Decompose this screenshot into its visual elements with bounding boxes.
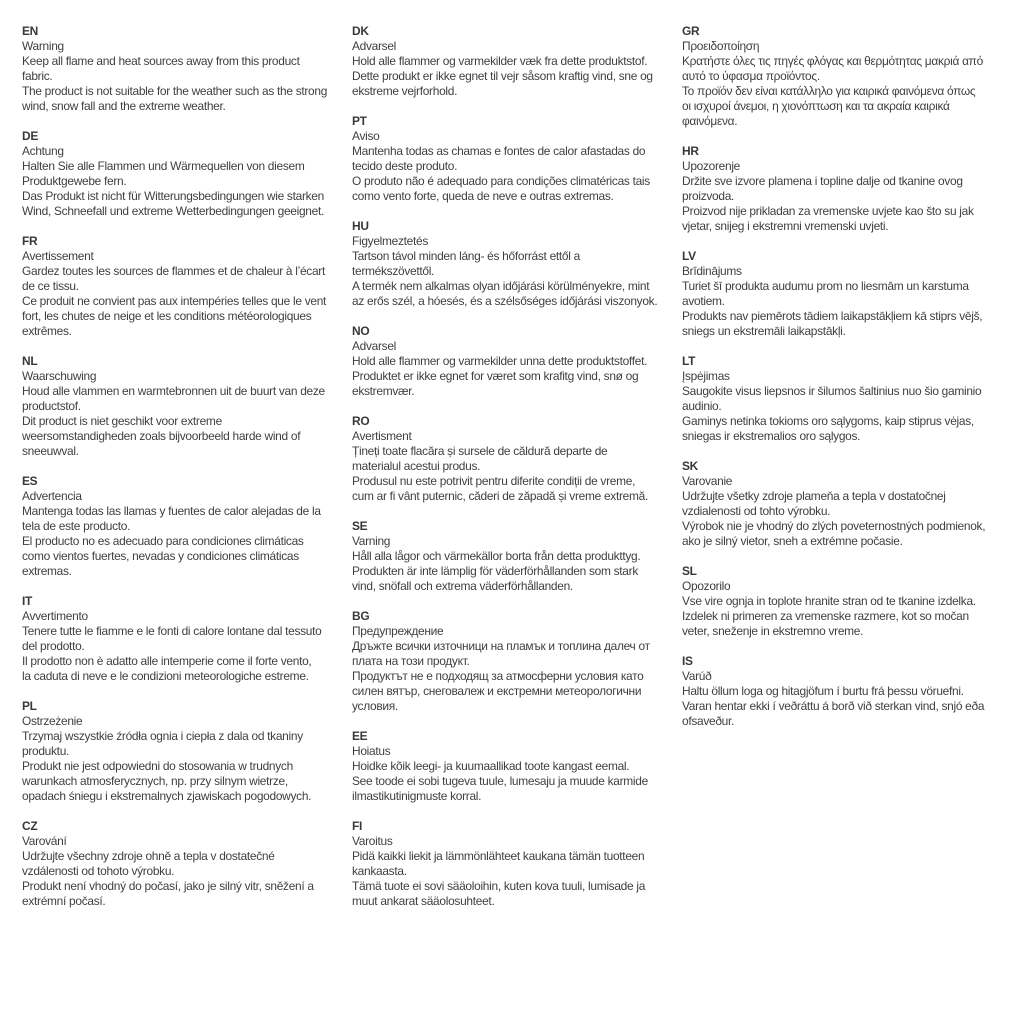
warning-text-line: vzdálenosti od tohoto výrobku. bbox=[22, 864, 175, 878]
warning-text-line: Turiet šī produkta audumu prom no liesmām un karstuma bbox=[682, 279, 969, 293]
warning-text-line: avotiem. bbox=[682, 294, 725, 308]
warning-title: Warning bbox=[22, 39, 64, 53]
warning-text-line: Produsul nu este potrivit pentru diferite condiții de vreme, bbox=[352, 474, 636, 488]
warning-text-line: como vento forte, queda de neve e outras extremas. bbox=[352, 189, 614, 203]
warning-text-line: Produkten är inte lämplig för väderförhållanden som stark bbox=[352, 564, 638, 578]
warning-text-line: Haltu öllum loga og hitagjöfum í burtu frá þessu vöruefni. bbox=[682, 684, 964, 698]
language-block-se bbox=[352, 519, 682, 594]
warning-text-line: Dit product is niet geschikt voor extreme bbox=[22, 414, 222, 428]
warning-text-line: az erős szél, a hóesés, és a szélsőséges időjárási viszonyok. bbox=[352, 294, 658, 308]
warning-title: Aviso bbox=[352, 129, 380, 143]
warning-text-line: como vientos fuertes, nevadas y condiciones climáticas bbox=[22, 549, 299, 563]
warning-text-line: Țineți toate flacăra și sursele de căldură departe de bbox=[352, 444, 608, 458]
warning-text-line: Saugokite visus liepsnos ir šilumos šaltinius nuo šio gaminio bbox=[682, 384, 982, 398]
warning-text-line: O produto não é adequado para condições climatéricas tais bbox=[352, 174, 650, 188]
warning-text-line: ilmastikutinigmuste korral. bbox=[352, 789, 482, 803]
warning-text-line: Il prodotto non è adatto alle intemperie come il forte vento, bbox=[22, 654, 312, 668]
warning-text-line: Produkt nie jest odpowiedni do stosowania w trudnych bbox=[22, 759, 293, 773]
warning-text-line: Hoidke kõik leegi- ja kuumaallikad toote kangast eemal. bbox=[352, 759, 630, 773]
warning-text-line: οι ισχυροί άνεμοι, η χιονόπτωση και τα ακραία καιρικά bbox=[682, 99, 950, 113]
warning-text-line: extrémní počasí. bbox=[22, 894, 106, 908]
language-code: NL bbox=[22, 354, 38, 368]
warning-text-line: Houd alle vlammen en warmtebronnen uit de buurt van deze bbox=[22, 384, 325, 398]
language-code: HU bbox=[352, 219, 369, 233]
warning-text-line: El producto no es adecuado para condiciones climáticas bbox=[22, 534, 304, 548]
warning-text-line: Pidä kaikki liekit ja lämmönlähteet kaukana tämän tuotteen bbox=[352, 849, 645, 863]
warning-text-line: produktu. bbox=[22, 744, 70, 758]
warning-text-line: Trzymaj wszystkie źródła ognia i ciepła z dala od tkaniny bbox=[22, 729, 303, 743]
warning-text-line: Držite sve izvore plamena i topline dalje od tkanine ovog bbox=[682, 174, 963, 188]
warning-text-line: Дръжте всички източници на пламък и топлина далеч от bbox=[352, 639, 650, 653]
warning-title: Waarschuwing bbox=[22, 369, 97, 383]
warning-text-line: Продуктът не е подходящ за атмосферни условия като bbox=[352, 669, 644, 683]
warning-text-line: Produktet er ikke egnet for været som krafitg vind, snø og bbox=[352, 369, 639, 383]
warning-title: Προειδοποίηση bbox=[682, 39, 760, 53]
language-block-fi bbox=[352, 819, 682, 909]
language-code: ES bbox=[22, 474, 38, 488]
warning-text-line: sniegas ir ekstremalios oro sąlygos. bbox=[682, 429, 861, 443]
warning-column-2 bbox=[352, 24, 682, 1024]
warning-text-line: Tämä tuote ei sovi sääoloihin, kuten kova tuuli, lumisade ja bbox=[352, 879, 646, 893]
warning-text-line: productstof. bbox=[22, 399, 81, 413]
warning-title: Įspėjimas bbox=[682, 369, 730, 383]
warning-text-line: materialul acestui produs. bbox=[352, 459, 481, 473]
language-code: PT bbox=[352, 114, 367, 128]
warning-text-line: Výrobok nie je vhodný do zlých poveternostných podmienok, bbox=[682, 519, 986, 533]
language-block-sl bbox=[682, 564, 1012, 639]
warning-text-line: extremas. bbox=[22, 564, 72, 578]
language-code: DE bbox=[22, 129, 38, 143]
warning-text-line: Tartson távol minden láng- és hőforrást ettől a bbox=[352, 249, 580, 263]
warning-title: Varoitus bbox=[352, 834, 393, 848]
language-code: SE bbox=[352, 519, 368, 533]
warning-column-1 bbox=[22, 24, 352, 1024]
language-block-lt bbox=[682, 354, 1012, 444]
warning-title: Advarsel bbox=[352, 339, 397, 353]
warning-text-line: sneeuwval. bbox=[22, 444, 79, 458]
language-code: FI bbox=[352, 819, 363, 833]
warning-text-line: Izdelek ni primeren za vremenske razmere, kot so močan bbox=[682, 609, 969, 623]
warning-text-line: Varan hentar ekki í veðráttu á borð við sterkan vind, snjó eða bbox=[682, 699, 985, 713]
language-code: RO bbox=[352, 414, 370, 428]
warning-text-line: ofsaveður. bbox=[682, 714, 735, 728]
warning-text-line: Gardez toutes les sources de flammes et de chaleur à l’écart bbox=[22, 264, 325, 278]
language-code: HR bbox=[682, 144, 699, 158]
warning-text-line: wind, snow fall and the extreme weather. bbox=[22, 99, 226, 113]
warning-text-line: cum ar fi vânt puternic, căderi de zăpadă și vreme extremă. bbox=[352, 489, 648, 503]
language-code: PL bbox=[22, 699, 37, 713]
warning-text-line: fabric. bbox=[22, 69, 53, 83]
warning-text-line: Proizvod nije prikladan za vremenske uvjete kao što su jak bbox=[682, 204, 974, 218]
warning-text-line: del prodotto. bbox=[22, 639, 85, 653]
language-code: IS bbox=[682, 654, 693, 668]
warning-text-line: ako je silný vietor, sneh a extrémne počasie. bbox=[682, 534, 903, 548]
language-block-fr bbox=[22, 234, 352, 339]
warning-title: Avertisment bbox=[352, 429, 412, 443]
language-block-lv bbox=[682, 249, 1012, 339]
language-block-pt bbox=[352, 114, 682, 204]
warning-title: Varúð bbox=[682, 669, 712, 683]
language-code: CZ bbox=[22, 819, 38, 833]
language-code: IT bbox=[22, 594, 33, 608]
warning-title: Hoiatus bbox=[352, 744, 391, 758]
warning-text-line: kankaasta. bbox=[352, 864, 407, 878]
warning-text-line: fort, les chutes de neige et les conditions météorologiques bbox=[22, 309, 312, 323]
warning-text-line: Udržujte všechny zdroje ohně a tepla v dostatečné bbox=[22, 849, 275, 863]
language-code: BG bbox=[352, 609, 370, 623]
warning-text-line: Tenere tutte le fiamme e le fonti di calore lontane dal tessuto bbox=[22, 624, 322, 638]
warning-text-line: weersomstandigheden zoals bijvoorbeeld harde wind of bbox=[22, 429, 301, 443]
warning-text-line: Udržujte všetky zdroje plameňa a tepla v dostatočnej bbox=[682, 489, 946, 503]
warning-text-line: See toode ei sobi tugeva tuule, lumesaju ja muude karmide bbox=[352, 774, 648, 788]
warning-title: Varning bbox=[352, 534, 391, 548]
warning-text-line: A termék nem alkalmas olyan időjárási körülményekre, mint bbox=[352, 279, 650, 293]
language-block-cz bbox=[22, 819, 352, 909]
warning-title: Ostrzeżenie bbox=[22, 714, 83, 728]
warning-title: Предупреждение bbox=[352, 624, 444, 638]
warning-text-line: tecido deste produto. bbox=[352, 159, 458, 173]
warning-text-line: audinio. bbox=[682, 399, 722, 413]
warning-text-line: Mantenha todas as chamas e fontes de calor afastadas do bbox=[352, 144, 646, 158]
language-code: NO bbox=[352, 324, 370, 338]
warning-text-line: vind, snöfall och extrema väderförhållanden. bbox=[352, 579, 573, 593]
language-block-nl bbox=[22, 354, 352, 459]
warning-text-line: Produkt není vhodný do počasí, jako je silný vitr, sněžení a bbox=[22, 879, 314, 893]
language-block-hr bbox=[682, 144, 1012, 234]
language-code: LT bbox=[682, 354, 696, 368]
warning-text-line: Produkts nav piemērots tādiem laikapstākļiem kā stiprs vējš, bbox=[682, 309, 983, 323]
warning-text-line: Hold alle flammer og varmekilder unna dette produktstoffet. bbox=[352, 354, 648, 368]
warning-text-line: Vse vire ognja in toplote hranite stran od te tkanine izdelka. bbox=[682, 594, 976, 608]
warning-title: Opozorilo bbox=[682, 579, 731, 593]
warning-text-line: Dette produkt er ikke egnet til vejr såsom kraftig vind, sne og bbox=[352, 69, 653, 83]
language-block-is bbox=[682, 654, 1012, 729]
warning-text-line: extrêmes. bbox=[22, 324, 72, 338]
warning-text-line: tela de este producto. bbox=[22, 519, 131, 533]
warning-text-line: φαινόμενα. bbox=[682, 114, 738, 128]
warning-text-line: ekstremvær. bbox=[352, 384, 415, 398]
warning-text-line: vzdialenosti od tohto výrobku. bbox=[682, 504, 831, 518]
warning-title: Avvertimento bbox=[22, 609, 88, 623]
language-code: FR bbox=[22, 234, 38, 248]
language-block-no bbox=[352, 324, 682, 399]
language-code: EE bbox=[352, 729, 368, 743]
language-block-dk bbox=[352, 24, 682, 99]
warning-title: Advertencia bbox=[22, 489, 82, 503]
warning-title: Brīdinājums bbox=[682, 264, 742, 278]
warning-text-line: условия. bbox=[352, 699, 398, 713]
warning-text-line: Wind, Schneefall und extreme Wetterbedingungen geeignet. bbox=[22, 204, 325, 218]
warning-title: Advarsel bbox=[352, 39, 397, 53]
warning-text-line: termékszövettől. bbox=[352, 264, 435, 278]
warning-text-line: Mantenga todas las llamas y fuentes de calor alejadas de la bbox=[22, 504, 321, 518]
warning-text-line: de ce tissu. bbox=[22, 279, 79, 293]
warning-text-line: αυτό το ύφασμα προϊόντος. bbox=[682, 69, 820, 83]
warning-title: Avertissement bbox=[22, 249, 94, 263]
language-block-ro bbox=[352, 414, 682, 504]
language-block-en bbox=[22, 24, 352, 114]
language-block-ee bbox=[352, 729, 682, 804]
warning-text-line: Ce produit ne convient pas aux intempéries telles que le vent bbox=[22, 294, 327, 308]
warning-text-line: veter, sneženje in ekstremno vreme. bbox=[682, 624, 864, 638]
language-code: LV bbox=[682, 249, 696, 263]
warning-text-line: Κρατήστε όλες τις πηγές φλόγας και θερμότητας μακριά από bbox=[682, 54, 983, 68]
language-block-hu bbox=[352, 219, 682, 309]
language-code: EN bbox=[22, 24, 38, 38]
warning-text-line: ekstreme vejrforhold. bbox=[352, 84, 458, 98]
warning-text-line: warunkach atmosferycznych, np. przy silnym wietrze, bbox=[22, 774, 288, 788]
warning-title: Varování bbox=[22, 834, 67, 848]
warning-text-line: Gaminys netinka tokioms oro sąlygoms, kaip stiprus vėjas, bbox=[682, 414, 974, 428]
language-code: SL bbox=[682, 564, 697, 578]
warning-title: Figyelmeztetés bbox=[352, 234, 429, 248]
language-block-es bbox=[22, 474, 352, 579]
warning-text-line: плата на този продукт. bbox=[352, 654, 470, 668]
warning-text-line: muut ankarat sääolosuhteet. bbox=[352, 894, 495, 908]
language-block-it bbox=[22, 594, 352, 684]
warning-text-line: силен вятър, снеговалеж и екстремни метеорологични bbox=[352, 684, 642, 698]
language-block-gr bbox=[682, 24, 1012, 129]
warning-text-line: Das Produkt ist nicht für Witterungsbedingungen wie starken bbox=[22, 189, 324, 203]
warning-text-line: Håll alla lågor och värmekällor borta från detta produkttyg. bbox=[352, 549, 641, 563]
warning-text-line: la caduta di neve e le condizioni meteorologiche estreme. bbox=[22, 669, 309, 683]
warning-text-line: vjetar, snijeg i ekstremni vremenski uvjeti. bbox=[682, 219, 889, 233]
language-block-de bbox=[22, 129, 352, 219]
warning-text-line: Το προϊόν δεν είναι κατάλληλο για καιρικά φαινόμενα όπως bbox=[682, 84, 976, 98]
warning-text-line: Keep all flame and heat sources away from this product bbox=[22, 54, 300, 68]
warning-text-line: Halten Sie alle Flammen und Wärmequellen von diesem bbox=[22, 159, 305, 173]
warning-title: Varovanie bbox=[682, 474, 733, 488]
language-block-pl bbox=[22, 699, 352, 804]
language-block-bg bbox=[352, 609, 682, 714]
language-code: GR bbox=[682, 24, 700, 38]
warning-text-line: Produktgewebe fern. bbox=[22, 174, 127, 188]
warning-text-line: proizvoda. bbox=[682, 189, 735, 203]
warning-title: Upozorenje bbox=[682, 159, 741, 173]
language-block-sk bbox=[682, 459, 1012, 549]
warning-column-3 bbox=[682, 24, 1012, 1024]
language-code: DK bbox=[352, 24, 369, 38]
warning-text-line: sniegs un ekstremāli laikapstākļi. bbox=[682, 324, 846, 338]
warning-text-line: Hold alle flammer og varmekilder væk fra dette produktstof. bbox=[352, 54, 648, 68]
warning-text-line: opadach śniegu i ekstremalnych zjawiskach pogodowych. bbox=[22, 789, 312, 803]
warning-text-line: The product is not suitable for the weather such as the strong bbox=[22, 84, 328, 98]
language-code: SK bbox=[682, 459, 698, 473]
warning-title: Achtung bbox=[22, 144, 64, 158]
